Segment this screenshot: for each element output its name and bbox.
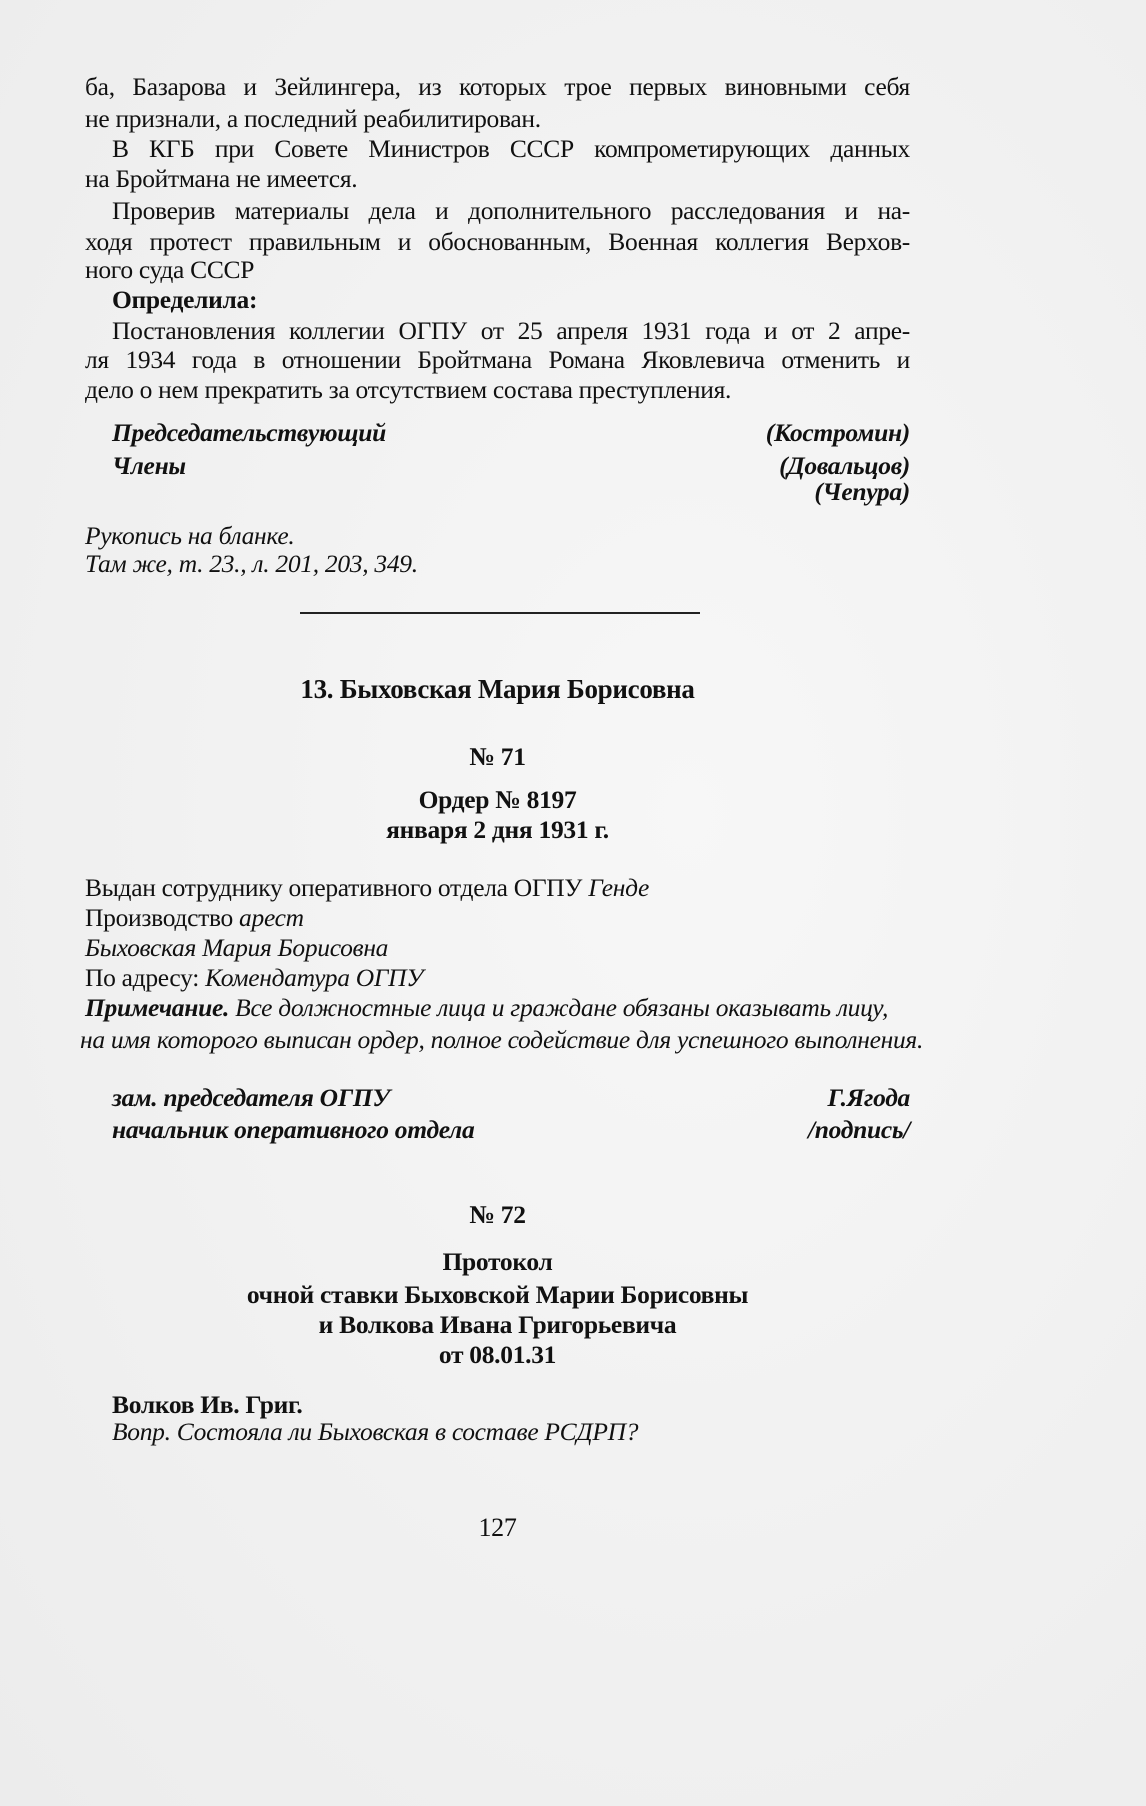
text-line: ля 1934 года в отношении Бройтмана Романа Яковлевича отменить и [85,345,910,374]
signature-row [112,450,910,482]
text-line: ба, Базарова и Зейлингера, из которых трое первых виновными себя [85,72,910,101]
text-line: дело о нем прекратить за отсутствием состава преступления. [85,375,732,404]
source-note: Рукопись на бланке. [85,521,295,550]
page-number: 127 [478,1513,517,1542]
signer-name: /подпись/ [807,1115,910,1144]
action-line [85,902,910,934]
note-label: Примечание. [85,993,230,1022]
text-line: В КГБ при Совете Министров СССР компрометирующих данных [112,134,910,163]
signature-row [112,417,910,449]
doc-subtitle: и Волкова Ивана Григорьевича [318,1310,677,1339]
person-name: Быховская Мария Борисовна [85,933,389,962]
signature-row [112,1114,910,1146]
doc-title: Протокол [442,1247,553,1276]
text-line: Проверив материалы дела и дополнительного расследования и на- [112,196,910,225]
note-line: на имя которого выписан ордер, полное содействие для успешного выполнения. [80,1025,924,1054]
determined-heading: Определила: [112,285,258,314]
section-title: 13. Быховская Мария Борисовна [300,674,695,704]
members-label: Члены [112,451,186,480]
doc-date: от 08.01.31 [438,1340,557,1369]
address-label: По адресу: [85,963,206,992]
source-note: Там же, т. 23., л. 201, 203, 349. [85,549,418,578]
text-line: не признали, а последний реабилитирован. [85,104,541,133]
text-line: Постановления коллегии ОГПУ от 25 апреля 1931 года и от 2 апре- [112,316,910,345]
issued-name: Генде [588,873,650,902]
address-value: Комендатура ОГПУ [205,963,424,992]
doc-number: № 71 [469,742,526,771]
action-value: арест [239,903,304,932]
action-label: Производство [85,903,240,932]
doc-title: Ордер № 8197 [418,785,577,814]
signer-title: начальник оперативного отдела [112,1115,475,1144]
text-line: ходя протест правильным и обоснованным, Военная коллегия Верхов- [85,227,910,256]
question-line: Вопр. Состояла ли Быховская в составе РСДРП? [112,1417,639,1446]
issued-label: Выдан сотруднику оперативного отдела ОГПУ [85,873,589,902]
note-line [85,992,910,1024]
issued-line [85,872,910,904]
doc-number: № 72 [469,1200,526,1229]
member-name: (Чепура) [814,477,910,506]
doc-date: января 2 дня 1931 г. [386,815,609,844]
doc-subtitle: очной ставки Быховской Марии Борисовны [246,1280,749,1309]
address-line [85,962,910,994]
signer-title: зам. председателя ОГПУ [112,1083,390,1112]
text-line: на Бройтмана не имеется. [85,164,358,193]
speaker-name: Волков Ив. Григ. [112,1390,303,1419]
chair-name: (Костромин) [765,418,910,447]
member-name: (Довальцов) [779,451,910,480]
section-divider [300,612,700,614]
signer-name: Г.Ягода [827,1083,910,1112]
chair-label: Председательствующий [112,418,386,447]
note-text: Все должностные лица и граждане обязаны оказывать лицу, [229,993,889,1022]
signature-row [112,1082,910,1114]
text-line: ного суда СССР [85,255,255,284]
